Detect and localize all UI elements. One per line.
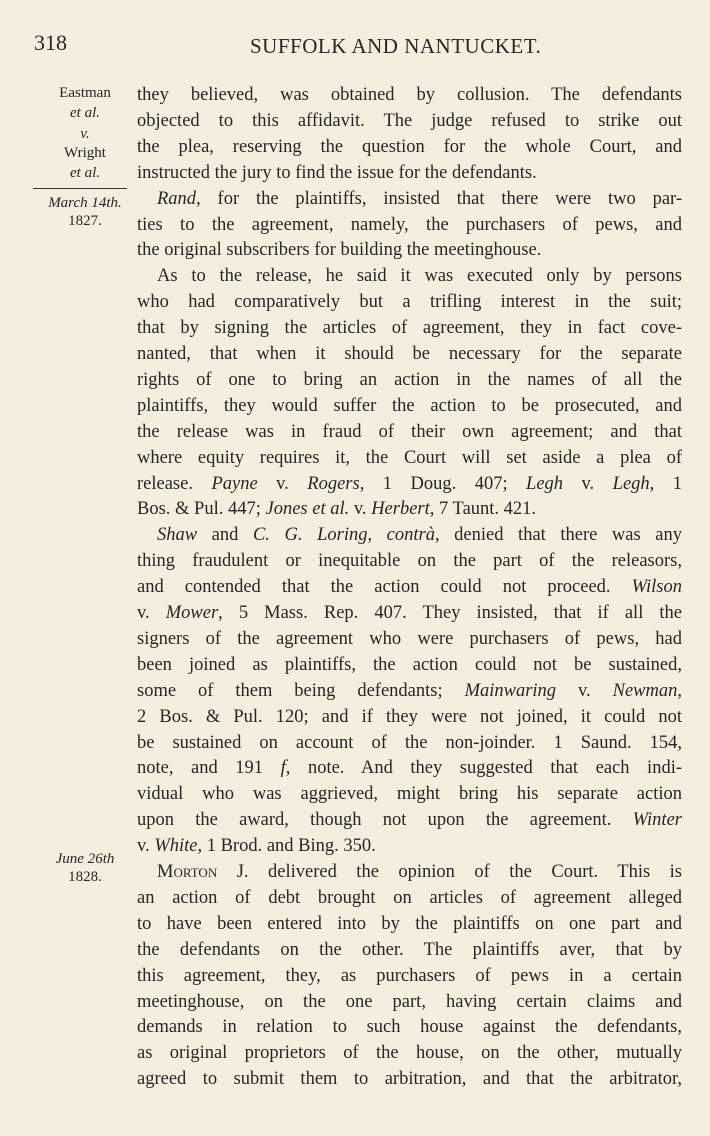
sidenote-date: 1827. [68, 213, 102, 229]
text-line [137, 161, 682, 185]
text-line [137, 756, 682, 780]
text-run: v. [257, 473, 308, 494]
text-run: an action of debt brought on articles of agreement alleged [137, 887, 682, 908]
text-run: v. [349, 499, 372, 520]
text-run: ties to the agreement, namely, the purchasers of pews, and [137, 214, 682, 235]
text-line [137, 964, 682, 988]
text-run: v. [137, 836, 155, 857]
text-run: the defendants on the other. The plaintiffs aver, that by [137, 939, 682, 960]
sidenote-case-name: et al. [70, 105, 100, 121]
text-run: the release was in fraud of their own agreement; and that [137, 421, 682, 442]
text-run: Bos. & Pul. 447; [137, 499, 266, 520]
text-line [137, 886, 682, 910]
text-line [137, 135, 682, 159]
text-run: , 7 Taunt. 421. [429, 499, 537, 520]
text-line [137, 679, 682, 703]
sidenote-case-name: Wright [64, 145, 106, 161]
text-run: the plea, reserving the question for the whole Court, and [137, 136, 682, 157]
text-run: v. [556, 680, 613, 701]
text-line [137, 497, 682, 521]
text-run: who had comparatively but a trifling interest in the suit; [137, 292, 682, 313]
italic-citation: Jones et al. [265, 499, 350, 520]
text-line [137, 549, 682, 573]
text-run: some of them being defendants; [137, 680, 465, 701]
text-run: that by signing the articles of agreement, they in fact cove- [137, 318, 682, 339]
text-run: been joined as plaintiffs, the action could not be sustained, [137, 654, 682, 675]
text-line [137, 1041, 682, 1065]
text-run: , 1 [649, 473, 682, 494]
italic-citation: Herbert [371, 499, 430, 520]
italic-citation: Rogers [307, 473, 360, 494]
text-run: the original subscribers for building the meetinghouse. [137, 240, 542, 261]
text-run: , [367, 525, 387, 546]
text-line [137, 394, 682, 418]
italic-citation: contrà [386, 525, 435, 546]
text-run: As to the release, he said it was executed only by persons [157, 266, 682, 287]
sidenote-case-name: v. [80, 126, 90, 142]
sidenote-case-name: et al. [70, 165, 100, 181]
italic-citation: Legh [526, 473, 564, 494]
italic-citation: Shaw [157, 525, 198, 546]
text-line [137, 109, 682, 133]
sidenote-date: March 14th. [48, 195, 122, 211]
sidenote-date: June 26th [55, 851, 115, 867]
text-run: and [197, 525, 253, 546]
italic-citation: Mower [165, 603, 219, 623]
text-line [137, 705, 682, 729]
sidenote-date: 1828. [68, 869, 102, 885]
text-line [137, 290, 682, 314]
italic-citation: Newman [612, 680, 678, 701]
text-run: nanted, that when it should be necessary for the separate [137, 344, 682, 364]
text-run: note, and 191 [137, 758, 281, 779]
text-run: , [677, 680, 682, 701]
text-line [137, 627, 682, 651]
text-line [137, 782, 682, 806]
text-line [137, 653, 682, 677]
page-number: 318 [34, 30, 67, 55]
text-run: Morton [157, 862, 218, 882]
running-head: SUFFOLK AND NANTUCKET. [250, 34, 542, 58]
text-run: 2 Bos. & Pul. 120; and if they were not joined, it could not [137, 706, 682, 727]
text-line [137, 575, 682, 599]
text-line [137, 83, 682, 107]
text-run: where equity requires it, the Court will set aside a plea of [137, 447, 682, 468]
italic-citation: f [280, 758, 286, 779]
text-run: signers of the agreement who were purchasers of pews, had [137, 628, 682, 649]
text-run: objected to this affidavit. The judge refused to strike out [137, 110, 682, 131]
text-line [137, 238, 682, 262]
text-run: v. [563, 473, 613, 494]
text-run: instructed the jury to find the issue for the defendants. [137, 162, 537, 183]
text-run: vidual who was aggrieved, might bring his separate action [137, 784, 682, 805]
text-line [137, 213, 682, 237]
text-run: , for the plaintiffs, insisted that there were two par- [196, 188, 682, 209]
text-run: , 1 Brod. and Bing. 350. [197, 836, 376, 857]
text-line [137, 808, 682, 832]
text-line [137, 420, 682, 444]
text-run: , denied that there was any [434, 525, 682, 546]
text-run: plaintiffs, they would suffer the action to be prosecuted, and [137, 395, 682, 416]
text-run: J. delivered the opinion of the Court. This is [217, 862, 682, 882]
text-run: thing fraudulent or inequitable on the part of the releasors, [137, 551, 682, 572]
text-run: meetinghouse, on the one part, having certain claims and [137, 991, 682, 1012]
text-line [137, 342, 682, 366]
text-run: agreed to submit them to arbitration, and that the arbitrator, [137, 1069, 682, 1090]
text-run: upon the award, though not upon the agreement. [137, 810, 633, 831]
text-line [137, 912, 682, 936]
text-run: , 5 Mass. Rep. 407. They insisted, that if all the [218, 603, 682, 623]
italic-citation: Mainwaring [464, 680, 557, 701]
italic-citation: Rand [157, 188, 197, 209]
text-line [157, 264, 682, 288]
text-line [137, 472, 682, 496]
text-line [157, 523, 682, 547]
text-line [137, 601, 682, 625]
sidenote-case-name: Eastman [59, 85, 111, 101]
italic-citation: Wilson [631, 577, 682, 598]
italic-citation: C. G. Loring [252, 525, 368, 546]
text-line [137, 316, 682, 340]
italic-citation: White [154, 836, 198, 857]
text-line [137, 1015, 682, 1039]
text-line [137, 731, 682, 755]
text-run: , note. And they suggested that each indi- [285, 758, 682, 779]
text-run: be sustained on account of the non-joinder. 1 Saund. 154, [137, 732, 682, 753]
text-line [137, 938, 682, 962]
text-line [137, 446, 682, 470]
text-run: and contended that the action could not proceed. [137, 577, 632, 598]
text-line [157, 187, 682, 211]
text-line [137, 990, 682, 1014]
text-line [157, 860, 682, 884]
text-line [137, 1067, 682, 1091]
text-line [137, 834, 682, 858]
text-run: this agreement, they, as purchasers of pews in a certain [137, 965, 682, 986]
italic-citation: Payne [211, 473, 258, 494]
text-run: demands in relation to such house against the defendants, [137, 1017, 682, 1038]
text-run: as original proprietors of the house, on the other, mutually [137, 1043, 682, 1064]
text-line [137, 368, 682, 392]
text-run: release. [137, 473, 212, 494]
text-run: rights of one to bring an action in the names of all the [137, 369, 682, 390]
text-run: they believed, was obtained by collusion. The defendants [137, 85, 682, 105]
text-run: , 1 Doug. 407; [359, 473, 527, 494]
text-run: v. [137, 603, 166, 623]
italic-citation: Winter [632, 810, 682, 831]
sidenote-divider [33, 188, 127, 189]
italic-citation: Legh [612, 473, 650, 494]
text-run: to have been entered into by the plaintiffs on one part and [137, 913, 682, 934]
